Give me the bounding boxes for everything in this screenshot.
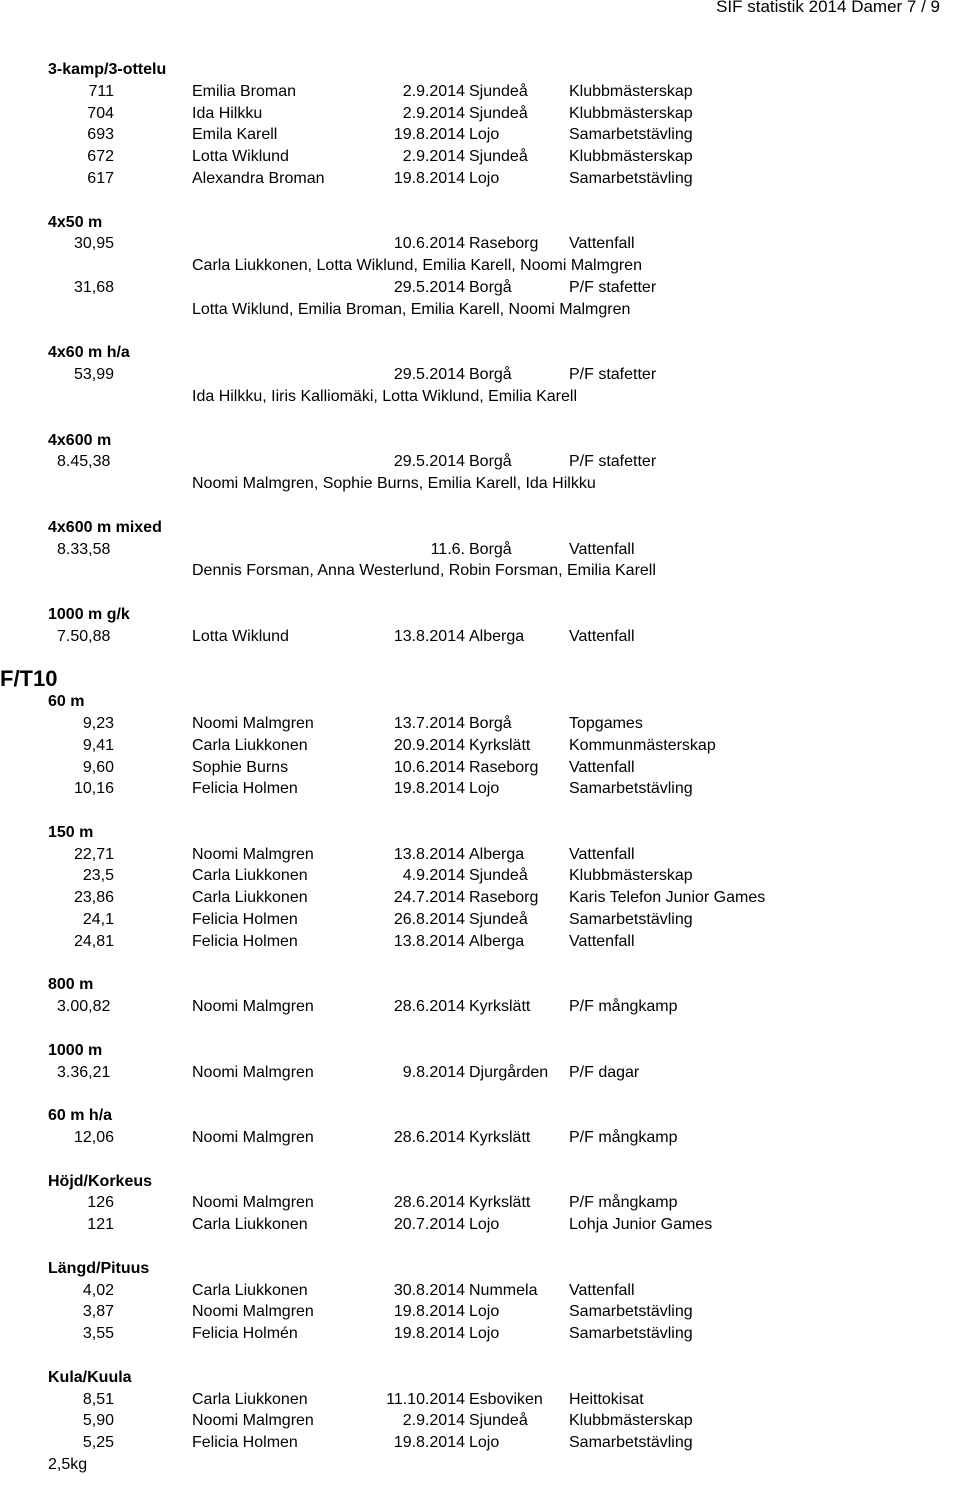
- result-row: [0, 1410, 960, 1432]
- spacer: [0, 1149, 960, 1171]
- event-title: 3-kamp/3-ottelu: [48, 61, 167, 78]
- result-date: 26.8.2014: [393, 911, 465, 929]
- relay-team-members: Dennis Forsman, Anna Westerlund, Robin Forsman, Emilia Karell: [192, 562, 656, 580]
- event-heading: [0, 974, 960, 996]
- spacer: [0, 408, 960, 430]
- result-place: Alberga: [469, 932, 525, 950]
- competition-name: Samarbetstävling: [569, 1325, 693, 1343]
- result-place: Raseborg: [469, 235, 539, 253]
- result-date: 29.5.2014: [393, 453, 465, 471]
- event-heading: [0, 1171, 960, 1193]
- result-place: Borgå: [469, 540, 512, 558]
- competition-name: Lohja Junior Games: [569, 1216, 713, 1234]
- result-value: 121: [87, 1216, 114, 1234]
- result-value: 3,55: [82, 1325, 114, 1343]
- competition-name: Kommunmästerskap: [569, 736, 716, 754]
- spacer: [0, 582, 960, 604]
- result-value: 24,1: [82, 911, 114, 929]
- result-date: 29.5.2014: [393, 366, 465, 384]
- event-heading: [0, 212, 960, 234]
- athlete-name: Carla Liukkonen: [192, 1390, 308, 1408]
- competition-name: Topgames: [569, 714, 643, 732]
- result-date: 13.7.2014: [393, 714, 465, 732]
- result-date: 9.8.2014: [402, 1063, 465, 1081]
- event-title: 800 m: [48, 976, 94, 994]
- competition-name: Samarbetstävling: [569, 780, 693, 798]
- result-date: 2.9.2014: [402, 1412, 465, 1430]
- result-date: 20.7.2014: [393, 1216, 465, 1234]
- competition-name: P/F mångkamp: [569, 1194, 678, 1212]
- relay-team-members: Lotta Wiklund, Emilia Broman, Emilia Karell, Noomi Malmgren: [192, 300, 631, 318]
- event-heading: [0, 1105, 960, 1127]
- athlete-name: Noomi Malmgren: [192, 1194, 314, 1212]
- result-row: [0, 364, 960, 386]
- result-row: [0, 1323, 960, 1345]
- spacer: [0, 321, 960, 343]
- result-row: [0, 1389, 960, 1411]
- result-row: [0, 539, 960, 561]
- result-date: 28.6.2014: [393, 1194, 465, 1212]
- relay-team-row: [0, 473, 960, 495]
- competition-name: Samarbetstävling: [569, 169, 693, 187]
- competition-name: Heittokisat: [569, 1390, 644, 1408]
- result-value: 10,16: [73, 780, 114, 798]
- result-row: [0, 233, 960, 255]
- competition-name: Vattenfall: [569, 1281, 635, 1299]
- result-date: 10.6.2014: [393, 235, 465, 253]
- category-title: F/T10: [0, 666, 58, 692]
- result-row: [0, 844, 960, 866]
- event-heading: [0, 59, 960, 81]
- result-date: 10.6.2014: [393, 758, 465, 776]
- result-place: Djurgården: [469, 1063, 549, 1081]
- competition-name: Vattenfall: [569, 627, 635, 645]
- result-date: 29.5.2014: [393, 278, 465, 296]
- result-value: 53,99: [73, 366, 114, 384]
- result-place: Lojo: [469, 1216, 500, 1234]
- result-place: Kyrkslätt: [469, 1194, 531, 1212]
- spacer: [0, 800, 960, 822]
- result-date: 13.8.2014: [393, 932, 465, 950]
- spacer: [0, 648, 960, 670]
- result-value: 672: [87, 148, 114, 166]
- competition-name: Vattenfall: [569, 540, 635, 558]
- result-value: 9,41: [82, 736, 114, 754]
- competition-name: Klubbmästerskap: [569, 1412, 693, 1430]
- result-value: 8.45,38: [57, 453, 111, 471]
- relay-team-row: [0, 299, 960, 321]
- event-heading: [0, 691, 960, 713]
- result-place: Alberga: [469, 627, 525, 645]
- category-heading: [0, 666, 960, 692]
- event-title: 150 m: [48, 823, 94, 841]
- result-value: 30,95: [73, 235, 114, 253]
- result-value: 31,68: [73, 278, 114, 296]
- athlete-name: Sophie Burns: [192, 758, 289, 776]
- relay-team-members: Noomi Malmgren, Sophie Burns, Emilia Karell, Ida Hilkku: [192, 475, 596, 493]
- relay-team-row: [0, 386, 960, 408]
- result-date: 2.9.2014: [402, 82, 465, 100]
- competition-name: Karis Telefon Junior Games: [569, 889, 766, 907]
- athlete-name: Carla Liukkonen: [192, 1216, 308, 1234]
- event-heading: [0, 517, 960, 539]
- result-place: Lojo: [469, 1434, 500, 1452]
- result-row: [0, 146, 960, 168]
- result-value: 3.00,82: [57, 998, 111, 1016]
- result-place: Nummela: [469, 1281, 538, 1299]
- result-row: [0, 713, 960, 735]
- result-value: 9,60: [82, 758, 114, 776]
- athlete-name: Lotta Wiklund: [192, 148, 289, 166]
- result-place: Sjundeå: [469, 867, 528, 885]
- spacer: [0, 190, 960, 212]
- result-date: 4.9.2014: [402, 867, 465, 885]
- result-row: [0, 451, 960, 473]
- result-place: Borgå: [469, 366, 512, 384]
- result-date: 19.8.2014: [393, 1303, 465, 1321]
- athlete-name: Carla Liukkonen: [192, 1281, 308, 1299]
- result-value: 3.36,21: [57, 1063, 111, 1081]
- event-heading: [0, 430, 960, 452]
- event-heading: [0, 822, 960, 844]
- result-value: 5,90: [82, 1412, 114, 1430]
- competition-name: P/F mångkamp: [569, 1129, 678, 1147]
- result-value: 5,25: [82, 1434, 114, 1452]
- athlete-name: Felicia Holmen: [192, 911, 298, 929]
- result-value: 24,81: [73, 932, 114, 950]
- result-row: [0, 909, 960, 931]
- result-date: 11.6.: [430, 540, 465, 558]
- result-value: 9,23: [82, 714, 114, 732]
- result-row: [0, 1127, 960, 1149]
- competition-name: Klubbmästerskap: [569, 82, 693, 100]
- event-note-text: 2,5kg: [48, 1456, 88, 1473]
- competition-name: Vattenfall: [569, 235, 635, 253]
- event-title: 1000 m: [48, 1041, 103, 1059]
- result-value: 126: [87, 1194, 114, 1212]
- result-date: 2.9.2014: [402, 104, 465, 122]
- result-place: Esboviken: [469, 1390, 543, 1408]
- spacer: [0, 1345, 960, 1367]
- relay-team-row: [0, 255, 960, 277]
- athlete-name: Felicia Holmen: [192, 932, 298, 950]
- result-place: Sjundeå: [469, 148, 528, 166]
- result-row: [0, 626, 960, 648]
- result-row: [0, 757, 960, 779]
- athlete-name: Ida Hilkku: [192, 104, 263, 122]
- result-place: Raseborg: [469, 758, 539, 776]
- result-value: 8.33,58: [57, 540, 111, 558]
- competition-name: Samarbetstävling: [569, 911, 693, 929]
- event-heading: [0, 1258, 960, 1280]
- result-row: [0, 1214, 960, 1236]
- athlete-name: Emilia Broman: [192, 82, 297, 100]
- result-value: 704: [87, 104, 114, 122]
- result-place: Borgå: [469, 714, 512, 732]
- competition-name: P/F dagar: [569, 1063, 640, 1081]
- result-date: 28.6.2014: [393, 998, 465, 1016]
- relay-team-members: Carla Liukkonen, Lotta Wiklund, Emilia Karell, Noomi Malmgren: [192, 257, 642, 275]
- athlete-name: Noomi Malmgren: [192, 845, 314, 863]
- competition-name: P/F stafetter: [569, 366, 657, 384]
- athlete-name: Noomi Malmgren: [192, 1063, 314, 1081]
- athlete-name: Noomi Malmgren: [192, 1129, 314, 1147]
- result-row: [0, 778, 960, 800]
- results-list: [0, 59, 960, 1476]
- result-row: [0, 931, 960, 953]
- event-heading: [0, 604, 960, 626]
- athlete-name: Emila Karell: [192, 126, 278, 144]
- competition-name: Samarbetstävling: [569, 1434, 693, 1452]
- result-value: 23,5: [82, 867, 114, 885]
- result-place: Kyrkslätt: [469, 1129, 531, 1147]
- result-date: 20.9.2014: [393, 736, 465, 754]
- competition-name: Samarbetstävling: [569, 126, 693, 144]
- result-date: 19.8.2014: [393, 780, 465, 798]
- result-row: [0, 168, 960, 190]
- athlete-name: Alexandra Broman: [192, 169, 325, 187]
- result-place: Sjundeå: [469, 1412, 528, 1430]
- result-place: Lojo: [469, 1325, 500, 1343]
- result-date: 2.9.2014: [402, 148, 465, 166]
- spacer: [0, 495, 960, 517]
- result-date: 19.8.2014: [393, 1434, 465, 1452]
- result-row: [0, 124, 960, 146]
- result-value: 3,87: [82, 1303, 114, 1321]
- event-title: 1000 m g/k: [48, 605, 130, 623]
- competition-name: Klubbmästerskap: [569, 867, 693, 885]
- event-title: 4x60 m h/a: [48, 344, 130, 362]
- athlete-name: Felicia Holmén: [192, 1325, 298, 1343]
- result-place: Kyrkslätt: [469, 998, 531, 1016]
- result-value: 711: [88, 82, 114, 100]
- relay-team-members: Ida Hilkku, Iiris Kalliomäki, Lotta Wiklund, Emilia Karell: [192, 387, 578, 405]
- result-row: [0, 735, 960, 757]
- result-row: [0, 1062, 960, 1084]
- competition-name: Samarbetstävling: [569, 1303, 693, 1321]
- result-date: 30.8.2014: [393, 1281, 465, 1299]
- result-place: Borgå: [469, 453, 512, 471]
- event-heading: [0, 1367, 960, 1389]
- page-header: SIF statistik 2014 Damer 7 / 9: [716, 0, 940, 16]
- result-row: [0, 277, 960, 299]
- result-row: [0, 1432, 960, 1454]
- result-date: 19.8.2014: [393, 1325, 465, 1343]
- event-note: [0, 1454, 960, 1476]
- result-place: Lojo: [469, 780, 500, 798]
- result-place: Raseborg: [469, 889, 539, 907]
- athlete-name: Noomi Malmgren: [192, 1303, 314, 1321]
- athlete-name: Carla Liukkonen: [192, 867, 308, 885]
- result-value: 693: [87, 126, 114, 144]
- athlete-name: Felicia Holmen: [192, 1434, 298, 1452]
- athlete-name: Noomi Malmgren: [192, 714, 314, 732]
- event-title: 4x600 m mixed: [48, 518, 162, 536]
- result-row: [0, 865, 960, 887]
- result-row: [0, 81, 960, 103]
- result-value: 617: [87, 169, 114, 187]
- result-value: 23,86: [73, 889, 114, 907]
- event-title: Kula/Kuula: [48, 1368, 132, 1386]
- result-date: 13.8.2014: [393, 627, 465, 645]
- competition-name: Klubbmästerskap: [569, 104, 693, 122]
- result-date: 19.8.2014: [393, 169, 465, 187]
- event-title: 60 m h/a: [48, 1107, 113, 1125]
- event-title: Längd/Pituus: [48, 1259, 150, 1277]
- event-title: 4x50 m: [48, 213, 103, 231]
- athlete-name: Noomi Malmgren: [192, 1412, 314, 1430]
- result-value: 22,71: [73, 845, 114, 863]
- result-place: Sjundeå: [469, 911, 528, 929]
- event-title: Höjd/Korkeus: [48, 1172, 153, 1190]
- result-date: 11.10.2014: [386, 1390, 465, 1408]
- result-value: 8,51: [82, 1390, 114, 1408]
- spacer: [0, 1236, 960, 1258]
- result-date: 24.7.2014: [393, 889, 465, 907]
- competition-name: Klubbmästerskap: [569, 148, 693, 166]
- result-place: Kyrkslätt: [469, 736, 531, 754]
- athlete-name: Carla Liukkonen: [192, 889, 308, 907]
- athlete-name: Lotta Wiklund: [192, 627, 289, 645]
- result-date: 13.8.2014: [393, 845, 465, 863]
- result-row: [0, 1192, 960, 1214]
- result-place: Sjundeå: [469, 82, 528, 100]
- result-value: 7.50,88: [57, 627, 111, 645]
- competition-name: Vattenfall: [569, 758, 635, 776]
- competition-name: P/F stafetter: [569, 278, 657, 296]
- spacer: [0, 953, 960, 975]
- result-row: [0, 996, 960, 1018]
- result-place: Lojo: [469, 126, 500, 144]
- spacer: [0, 1083, 960, 1105]
- athlete-name: Felicia Holmen: [192, 780, 298, 798]
- result-place: Borgå: [469, 278, 512, 296]
- result-date: 19.8.2014: [393, 126, 465, 144]
- result-row: [0, 103, 960, 125]
- competition-name: Vattenfall: [569, 932, 635, 950]
- event-title: 4x600 m: [48, 431, 112, 449]
- result-value: 12,06: [73, 1129, 114, 1147]
- spacer: [0, 1018, 960, 1040]
- result-date: 28.6.2014: [393, 1129, 465, 1147]
- relay-team-row: [0, 560, 960, 582]
- event-heading: [0, 342, 960, 364]
- result-place: Alberga: [469, 845, 525, 863]
- competition-name: P/F stafetter: [569, 453, 657, 471]
- result-place: Lojo: [469, 1303, 500, 1321]
- result-row: [0, 1280, 960, 1302]
- result-place: Lojo: [469, 169, 500, 187]
- result-row: [0, 1301, 960, 1323]
- result-place: Sjundeå: [469, 104, 528, 122]
- result-value: 4,02: [82, 1281, 114, 1299]
- event-heading: [0, 1040, 960, 1062]
- event-title: 60 m: [48, 693, 85, 711]
- athlete-name: Noomi Malmgren: [192, 998, 314, 1016]
- athlete-name: Carla Liukkonen: [192, 736, 308, 754]
- competition-name: Vattenfall: [569, 845, 635, 863]
- result-row: [0, 887, 960, 909]
- competition-name: P/F mångkamp: [569, 998, 678, 1016]
